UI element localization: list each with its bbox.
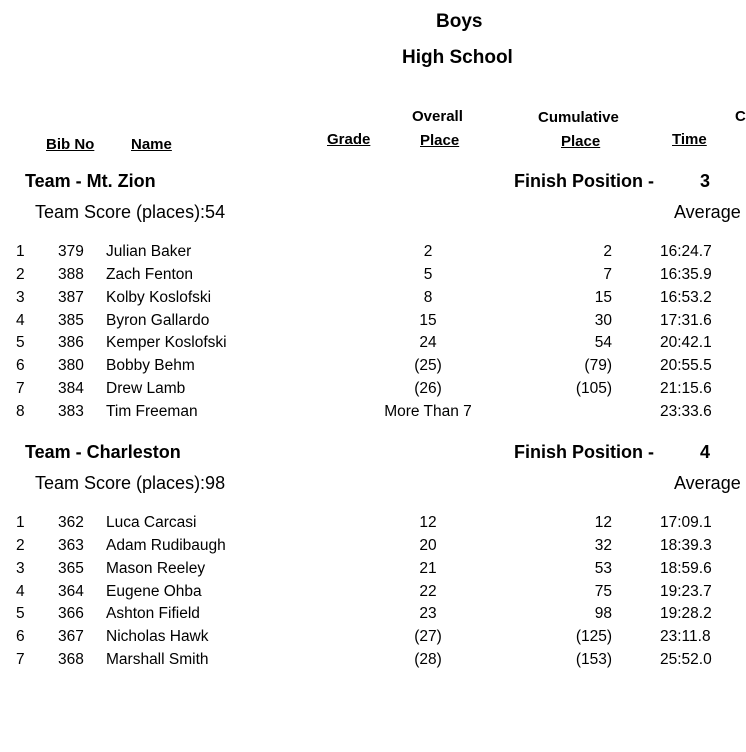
finish-position-value: 4 [700, 442, 711, 462]
col-header-overall-top: Overall [412, 108, 463, 125]
runner-position: 3 [16, 288, 25, 306]
report-subtitle: High School [402, 47, 513, 68]
runner-time: 17:09.1 [660, 514, 712, 531]
runner-row [0, 357, 740, 380]
runner-time: 19:23.7 [660, 582, 712, 600]
runner-name: Bobby Behm [106, 357, 195, 375]
runner-overall-place: (27) [414, 628, 442, 646]
runner-position: 2 [16, 536, 25, 554]
col-header-overall-bottom: Place [420, 132, 460, 149]
runner-cumulative-place: 30 [594, 311, 612, 329]
runner-cumulative-place: 32 [594, 536, 612, 554]
runner-row [0, 380, 740, 403]
runner-overall-place: 21 [419, 559, 437, 577]
runner-name: Eugene Ohba [106, 582, 202, 600]
runner-cumulative-place: (125) [575, 628, 612, 646]
runner-row [0, 266, 740, 289]
col-header-bib: Bib No [46, 136, 95, 153]
runner-cumulative-place: (153) [575, 651, 612, 669]
runner-cumulative-place: 98 [594, 605, 612, 623]
runner-bib: 380 [58, 357, 84, 375]
runner-row [0, 289, 740, 312]
average-label: Average [674, 202, 741, 222]
runner-overall-place: 20 [419, 536, 437, 554]
runner-position: 5 [16, 334, 25, 352]
runner-position: 6 [16, 357, 25, 375]
runner-time: 20:42.1 [660, 334, 712, 352]
runner-row [0, 312, 740, 335]
runner-position: 7 [16, 380, 25, 398]
col-header-cumulative-top: Cumulative [538, 109, 619, 126]
runner-overall-place: (26) [414, 380, 442, 398]
runner-bib: 368 [58, 651, 84, 669]
runner-time: 16:35.9 [660, 265, 712, 283]
runner-bib: 384 [58, 380, 84, 398]
runner-bib: 387 [58, 288, 84, 306]
runner-row [0, 583, 740, 606]
runner-position: 7 [16, 651, 25, 669]
finish-position-label: Finish Position - [514, 171, 654, 191]
runner-overall-place: 8 [423, 288, 433, 306]
runner-cumulative-place: 53 [594, 559, 612, 577]
runner-bib: 383 [58, 402, 84, 420]
col-header-cumulative-bottom: Place [561, 133, 601, 150]
runner-name: Ashton Fifield [106, 605, 200, 623]
runner-position: 8 [16, 402, 25, 420]
runner-overall-place: 24 [419, 334, 437, 352]
finish-position-value: 3 [700, 171, 711, 191]
runner-cumulative-place: (105) [575, 380, 612, 398]
runner-name: Adam Rudibaugh [106, 536, 226, 554]
runner-overall-place: 22 [419, 582, 437, 600]
runner-bib: 366 [58, 605, 84, 623]
runner-row [0, 537, 740, 560]
runner-cumulative-place: 75 [594, 582, 612, 600]
runner-time: 17:31.6 [660, 311, 712, 329]
runner-cumulative-place: 12 [594, 514, 612, 531]
runner-name: Byron Gallardo [106, 311, 210, 329]
runner-position: 2 [16, 265, 25, 283]
runner-bib: 362 [58, 514, 84, 531]
runner-name: Marshall Smith [106, 651, 209, 669]
runner-row [0, 334, 740, 357]
runner-bib: 364 [58, 582, 84, 600]
finish-position-label: Finish Position - [514, 442, 654, 462]
runner-name: Tim Freeman [106, 402, 198, 420]
runner-name: Zach Fenton [106, 265, 194, 283]
runner-position: 4 [16, 311, 25, 329]
runner-overall-place: 15 [419, 311, 437, 329]
runner-time: 20:55.5 [660, 357, 712, 375]
runner-time: 21:15.6 [660, 380, 712, 398]
runner-cumulative-place: (79) [584, 357, 612, 375]
col-header-name: Name [131, 136, 172, 153]
runner-position: 1 [16, 514, 25, 531]
runner-name: Drew Lamb [106, 380, 186, 398]
team-name: Team - Mt. Zion [25, 171, 156, 191]
runner-overall-place: 12 [419, 514, 437, 531]
team-score: Team Score (places):98 [35, 473, 226, 493]
runner-position: 5 [16, 605, 25, 623]
runner-bib: 363 [58, 536, 84, 554]
runner-position: 4 [16, 582, 25, 600]
runner-bib: 385 [58, 311, 84, 329]
runner-bib: 379 [58, 243, 84, 260]
runner-overall-place: 2 [423, 243, 433, 260]
team-score: Team Score (places):54 [35, 202, 226, 222]
runner-position: 3 [16, 559, 25, 577]
runner-cumulative-place: 7 [603, 265, 612, 283]
col-header-time: Time [672, 131, 707, 148]
runner-position: 1 [16, 243, 25, 260]
runner-row [0, 605, 740, 628]
runner-overall-place: (28) [414, 651, 442, 669]
runner-time: 18:59.6 [660, 559, 712, 577]
report-title: Boys [436, 11, 483, 32]
runner-overall-place: 5 [423, 265, 433, 283]
runner-cumulative-place: 2 [603, 243, 612, 260]
runner-cumulative-place: 54 [594, 334, 612, 352]
runner-cumulative-place: 15 [594, 288, 612, 306]
team-name: Team - Charleston [25, 442, 181, 462]
runner-name: Kemper Koslofski [106, 334, 227, 352]
runner-time: 25:52.0 [660, 651, 712, 669]
runner-overall-place: 23 [419, 605, 437, 623]
runner-bib: 386 [58, 334, 84, 352]
runner-time: 18:39.3 [660, 536, 712, 554]
runner-bib: 365 [58, 559, 84, 577]
runner-overall-place: (25) [414, 357, 442, 375]
runner-bib: 388 [58, 265, 84, 283]
runner-name: Mason Reeley [106, 559, 206, 577]
runner-row [0, 628, 740, 651]
runner-name: Julian Baker [106, 243, 192, 260]
runner-name: Nicholas Hawk [106, 628, 209, 646]
runner-time: 16:24.7 [660, 243, 712, 260]
runner-bib: 367 [58, 628, 84, 646]
runner-row [0, 243, 740, 266]
runner-time: 16:53.2 [660, 288, 712, 306]
runner-row [0, 403, 740, 426]
col-header-cut: C [735, 108, 746, 125]
runner-overall-place: More Than 7 [384, 402, 472, 420]
runner-row [0, 560, 740, 583]
runner-name: Kolby Koslofski [106, 288, 212, 306]
runner-name: Luca Carcasi [106, 514, 197, 531]
runner-position: 6 [16, 628, 25, 646]
runner-row [0, 651, 740, 674]
runner-row [0, 514, 740, 537]
average-label: Average [674, 473, 741, 493]
col-header-grade: Grade [327, 131, 371, 148]
runner-time: 19:28.2 [660, 605, 712, 623]
runner-time: 23:11.8 [660, 628, 711, 646]
runner-time: 23:33.6 [660, 402, 712, 420]
